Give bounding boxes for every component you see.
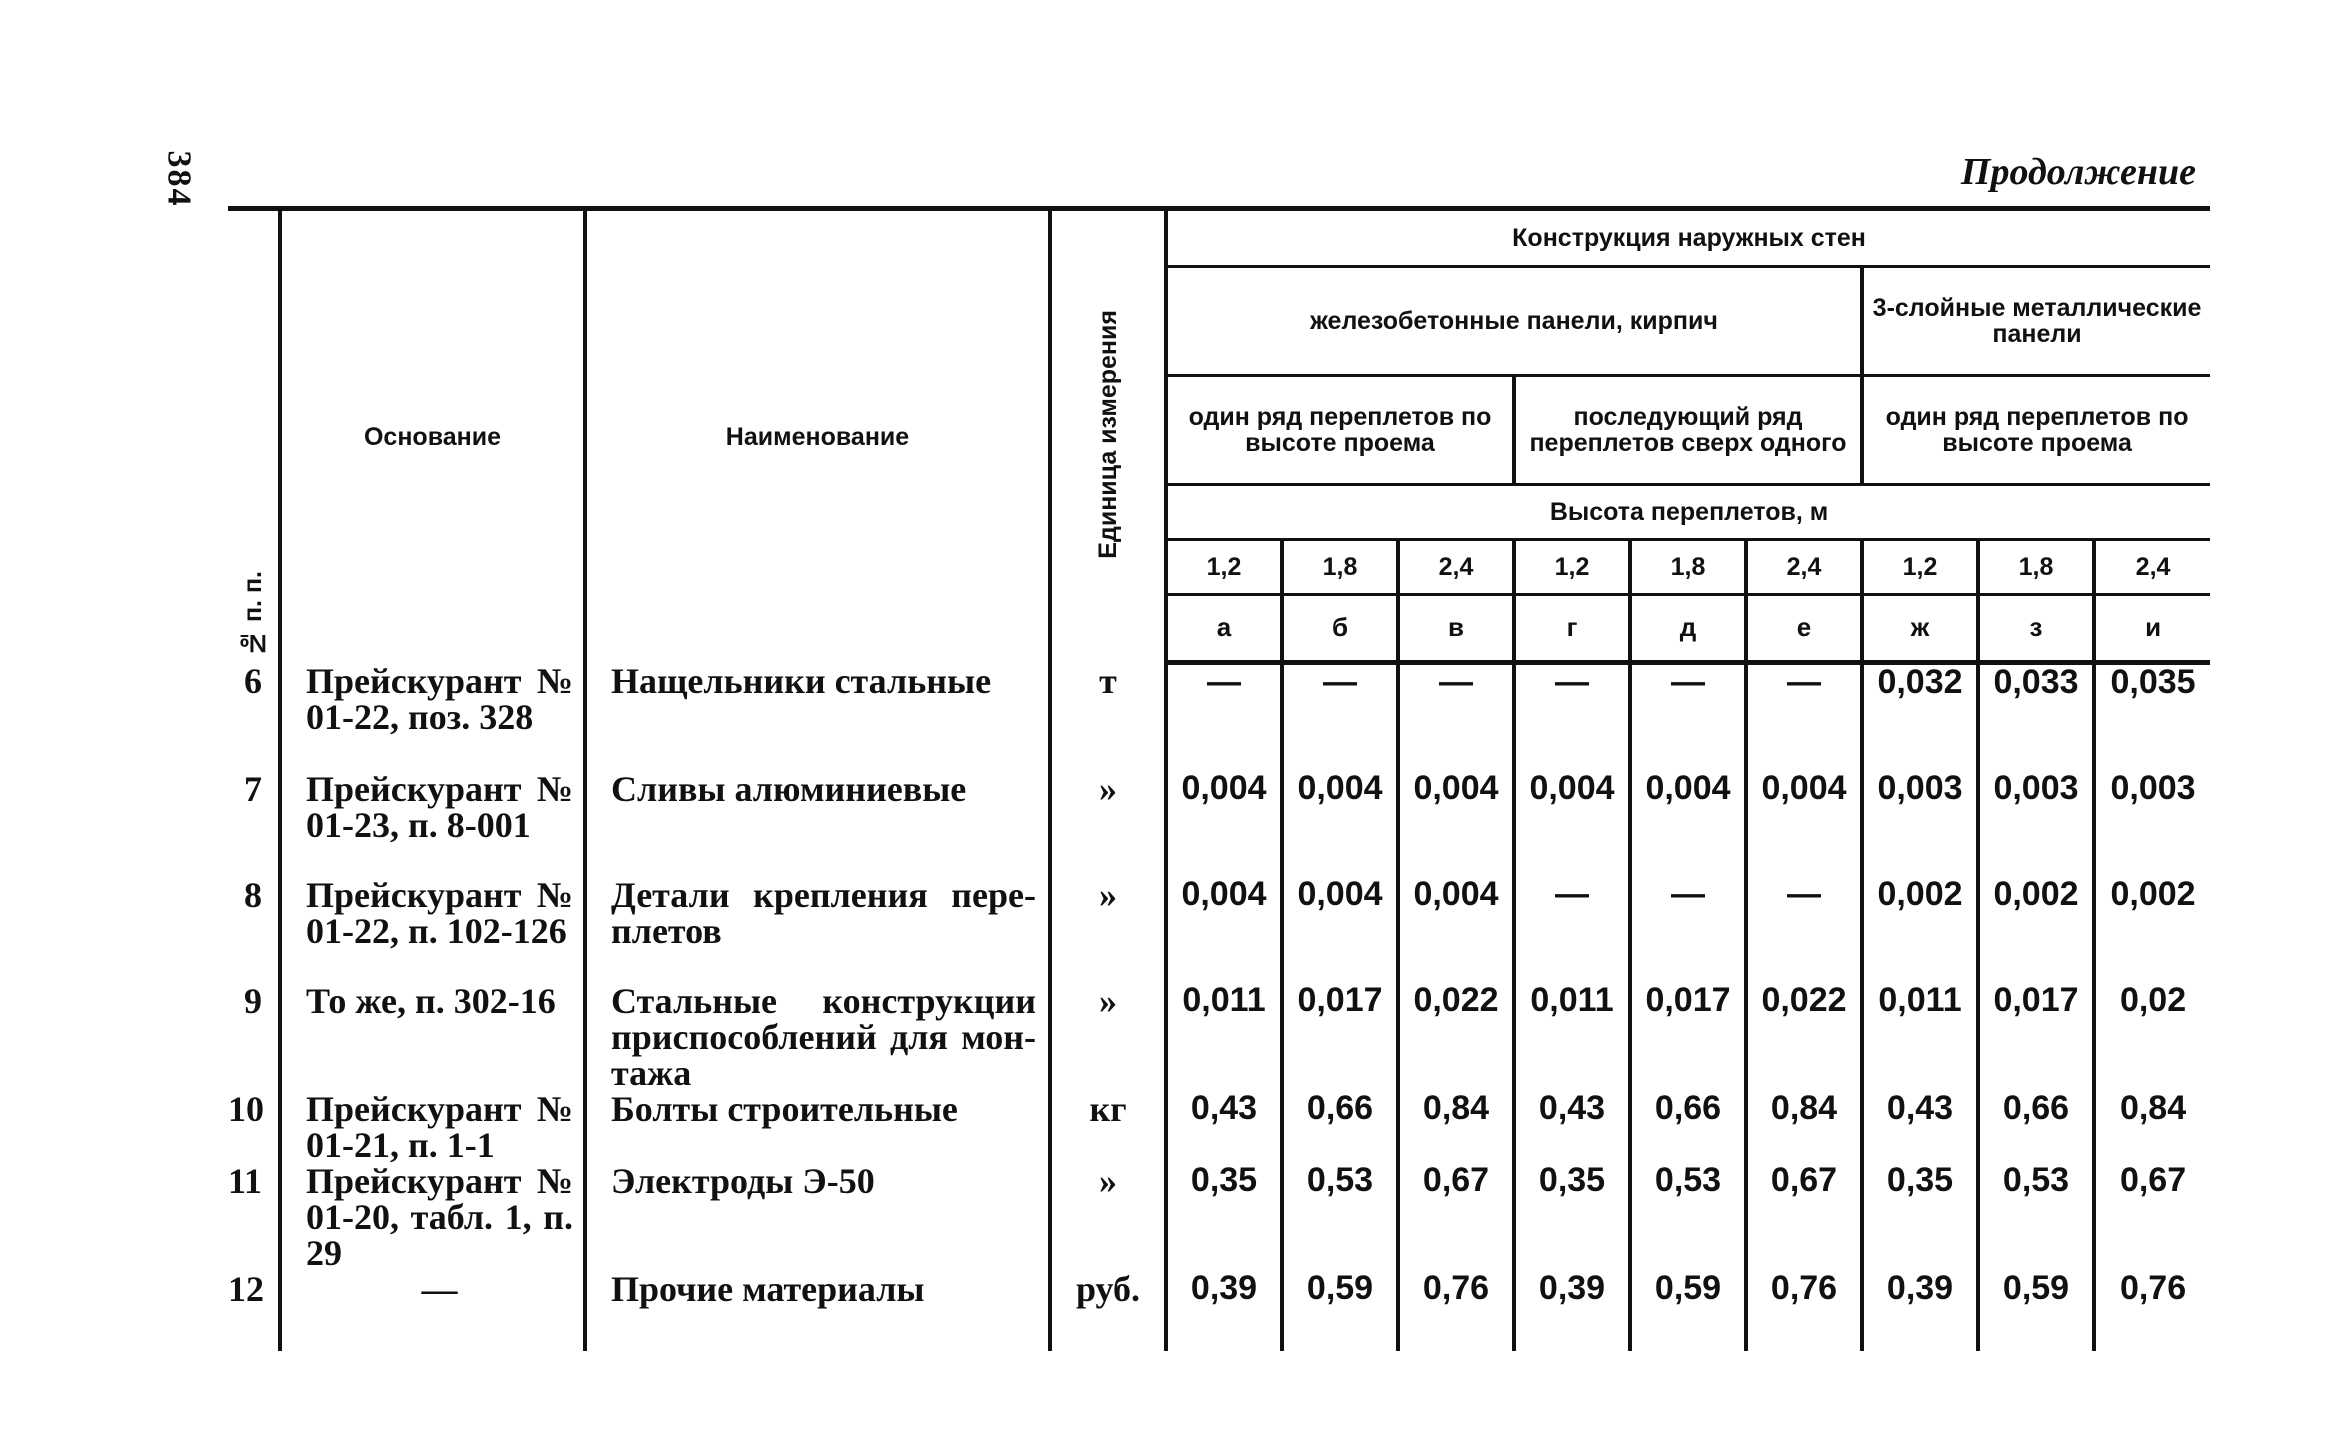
row-value: 0,66 bbox=[1978, 1091, 2094, 1163]
table-row bbox=[228, 877, 2210, 983]
row-number: 7 bbox=[244, 768, 262, 809]
row-value: 0,017 bbox=[1282, 983, 1398, 1091]
header-column-letter: б bbox=[1282, 595, 1398, 663]
row-name: Электроды Э-50 bbox=[585, 1163, 1050, 1271]
row-value: 0,004 bbox=[1398, 771, 1514, 877]
row-value: 0,003 bbox=[2094, 771, 2210, 877]
row-number: 11 bbox=[228, 1160, 263, 1201]
row-value: — bbox=[1746, 663, 1862, 771]
header-column-letter: ж bbox=[1862, 595, 1978, 663]
table-row bbox=[228, 1091, 2210, 1163]
table-row bbox=[228, 771, 2210, 877]
row-value: 0,67 bbox=[1746, 1163, 1862, 1271]
row-value: 0,76 bbox=[1746, 1271, 1862, 1351]
row-name: Детали крепления пере-плетов bbox=[585, 877, 1050, 983]
header-height-value: 2,4 bbox=[1398, 540, 1514, 595]
row-unit: » bbox=[1050, 771, 1166, 877]
row-value: 0,004 bbox=[1166, 877, 1282, 983]
row-value: 0,84 bbox=[1398, 1091, 1514, 1163]
header-height-value: 1,8 bbox=[1630, 540, 1746, 595]
row-value: 0,011 bbox=[1166, 983, 1282, 1091]
row-value: 0,66 bbox=[1282, 1091, 1398, 1163]
row-value: — bbox=[1630, 663, 1746, 771]
row-value: 0,39 bbox=[1514, 1271, 1630, 1351]
header-height-value: 1,2 bbox=[1166, 540, 1282, 595]
row-value: — bbox=[1746, 877, 1862, 983]
row-value: 0,76 bbox=[1398, 1271, 1514, 1351]
row-name: Стальные конструкции приспособлений для мон-тажа bbox=[585, 983, 1050, 1091]
row-name: Нащельники стальные bbox=[585, 663, 1050, 771]
row-number: 9 bbox=[244, 980, 262, 1021]
header-sub-one-row: один ряд переплетов по высоте проема bbox=[1166, 376, 1514, 485]
header-group-concrete: железобетонные панели, кирпич bbox=[1166, 267, 1862, 376]
header-column-letter: г bbox=[1514, 595, 1630, 663]
row-value: 0,004 bbox=[1514, 771, 1630, 877]
row-value: 0,004 bbox=[1282, 771, 1398, 877]
row-value: 0,017 bbox=[1978, 983, 2094, 1091]
row-value: 0,004 bbox=[1282, 877, 1398, 983]
header-height-value: 2,4 bbox=[1746, 540, 1862, 595]
row-value: 0,84 bbox=[1746, 1091, 1862, 1163]
row-value: 0,003 bbox=[1862, 771, 1978, 877]
row-value: — bbox=[1398, 663, 1514, 771]
row-value: 0,011 bbox=[1862, 983, 1978, 1091]
row-value: 0,011 bbox=[1514, 983, 1630, 1091]
row-value: 0,022 bbox=[1398, 983, 1514, 1091]
table-row bbox=[228, 1271, 2210, 1351]
row-value: 0,59 bbox=[1630, 1271, 1746, 1351]
row-basis: То же, п. 302-16 bbox=[280, 983, 585, 1091]
header-column-letter: в bbox=[1398, 595, 1514, 663]
row-value: 0,67 bbox=[2094, 1163, 2210, 1271]
row-value: 0,53 bbox=[1282, 1163, 1398, 1271]
header-height-value: 1,8 bbox=[1282, 540, 1398, 595]
table-row bbox=[228, 663, 2210, 771]
row-value: 0,35 bbox=[1862, 1163, 1978, 1271]
header-sub-one-row-metal: один ряд переплетов по высоте проема bbox=[1862, 376, 2210, 485]
row-unit: » bbox=[1050, 1163, 1166, 1271]
row-value: 0,43 bbox=[1862, 1091, 1978, 1163]
row-number: 12 bbox=[228, 1268, 264, 1309]
row-unit: т bbox=[1050, 663, 1166, 771]
row-basis: Прейскурант № 01-23, п. 8-001 bbox=[280, 771, 585, 877]
row-value: 0,35 bbox=[1166, 1163, 1282, 1271]
table-row bbox=[228, 1163, 2210, 1271]
row-value: 0,76 bbox=[2094, 1271, 2210, 1351]
row-value: 0,53 bbox=[1978, 1163, 2094, 1271]
row-value: 0,43 bbox=[1514, 1091, 1630, 1163]
row-value: 0,59 bbox=[1282, 1271, 1398, 1351]
row-value: 0,032 bbox=[1862, 663, 1978, 771]
header-column-letter: з bbox=[1978, 595, 2094, 663]
row-number: 10 bbox=[228, 1088, 264, 1129]
row-number: 6 bbox=[244, 660, 262, 701]
row-name: Сливы алюминиевые bbox=[585, 771, 1050, 877]
row-value: — bbox=[1514, 877, 1630, 983]
row-name: Прочие материалы bbox=[585, 1271, 1050, 1351]
row-value: 0,002 bbox=[1862, 877, 1978, 983]
row-number: 8 bbox=[244, 874, 262, 915]
header-height-value: 1,2 bbox=[1514, 540, 1630, 595]
row-value: 0,43 bbox=[1166, 1091, 1282, 1163]
page-number: 384 bbox=[160, 150, 198, 208]
header-column-letter: а bbox=[1166, 595, 1282, 663]
row-unit: руб. bbox=[1050, 1271, 1166, 1351]
row-value: 0,84 bbox=[2094, 1091, 2210, 1163]
row-value: — bbox=[1514, 663, 1630, 771]
row-value: 0,67 bbox=[1398, 1163, 1514, 1271]
table-row bbox=[228, 983, 2210, 1091]
row-basis: Прейскурант № 01-20, табл. 1, п. 29 bbox=[280, 1163, 585, 1271]
row-value: 0,53 bbox=[1630, 1163, 1746, 1271]
header-num: № п. п. bbox=[228, 209, 280, 663]
row-basis: Прейскурант № 01-22, поз. 328 bbox=[280, 663, 585, 771]
continuation-label: Продолжение bbox=[1960, 151, 2196, 193]
row-value: 0,033 bbox=[1978, 663, 2094, 771]
row-value: 0,35 bbox=[1514, 1163, 1630, 1271]
row-value: 0,004 bbox=[1630, 771, 1746, 877]
header-group-metal: 3-слойные металлические панели bbox=[1862, 267, 2210, 376]
header-column-letter: и bbox=[2094, 595, 2210, 663]
header-height: Высота переплетов, м bbox=[1166, 485, 2210, 540]
header-height-value: 1,2 bbox=[1862, 540, 1978, 595]
row-value: 0,004 bbox=[1166, 771, 1282, 877]
row-value: 0,39 bbox=[1166, 1271, 1282, 1351]
header-sub-next-row: последующий ряд переплетов сверх одного bbox=[1514, 376, 1862, 485]
header-basis: Основание bbox=[280, 209, 585, 663]
row-value: 0,017 bbox=[1630, 983, 1746, 1091]
row-value: 0,39 bbox=[1862, 1271, 1978, 1351]
row-value: — bbox=[1166, 663, 1282, 771]
row-value: 0,035 bbox=[2094, 663, 2210, 771]
row-value: 0,66 bbox=[1630, 1091, 1746, 1163]
row-value: 0,002 bbox=[2094, 877, 2210, 983]
header-column-letter: е bbox=[1746, 595, 1862, 663]
materials-table bbox=[228, 206, 2210, 1351]
row-name: Болты строительные bbox=[585, 1091, 1050, 1163]
row-unit: » bbox=[1050, 877, 1166, 983]
row-value: — bbox=[1630, 877, 1746, 983]
row-value: 0,004 bbox=[1746, 771, 1862, 877]
header-name: Наименование bbox=[585, 209, 1050, 663]
row-value: 0,003 bbox=[1978, 771, 2094, 877]
row-unit: » bbox=[1050, 983, 1166, 1091]
row-value: — bbox=[1282, 663, 1398, 771]
row-basis: Прейскурант № 01-21, п. 1-1 bbox=[280, 1091, 585, 1163]
header-column-letter: д bbox=[1630, 595, 1746, 663]
row-value: 0,59 bbox=[1978, 1271, 2094, 1351]
row-basis: Прейскурант № 01-22, п. 102-126 bbox=[280, 877, 585, 983]
row-value: 0,022 bbox=[1746, 983, 1862, 1091]
header-height-value: 1,8 bbox=[1978, 540, 2094, 595]
row-value: 0,02 bbox=[2094, 983, 2210, 1091]
header-unit: Единица измерения bbox=[1050, 209, 1166, 663]
row-unit: кг bbox=[1050, 1091, 1166, 1163]
row-value: 0,002 bbox=[1978, 877, 2094, 983]
header-height-value: 2,4 bbox=[2094, 540, 2210, 595]
row-value: 0,004 bbox=[1398, 877, 1514, 983]
row-basis: — bbox=[280, 1271, 585, 1351]
header-construction: Конструкция наружных стен bbox=[1166, 209, 2210, 267]
